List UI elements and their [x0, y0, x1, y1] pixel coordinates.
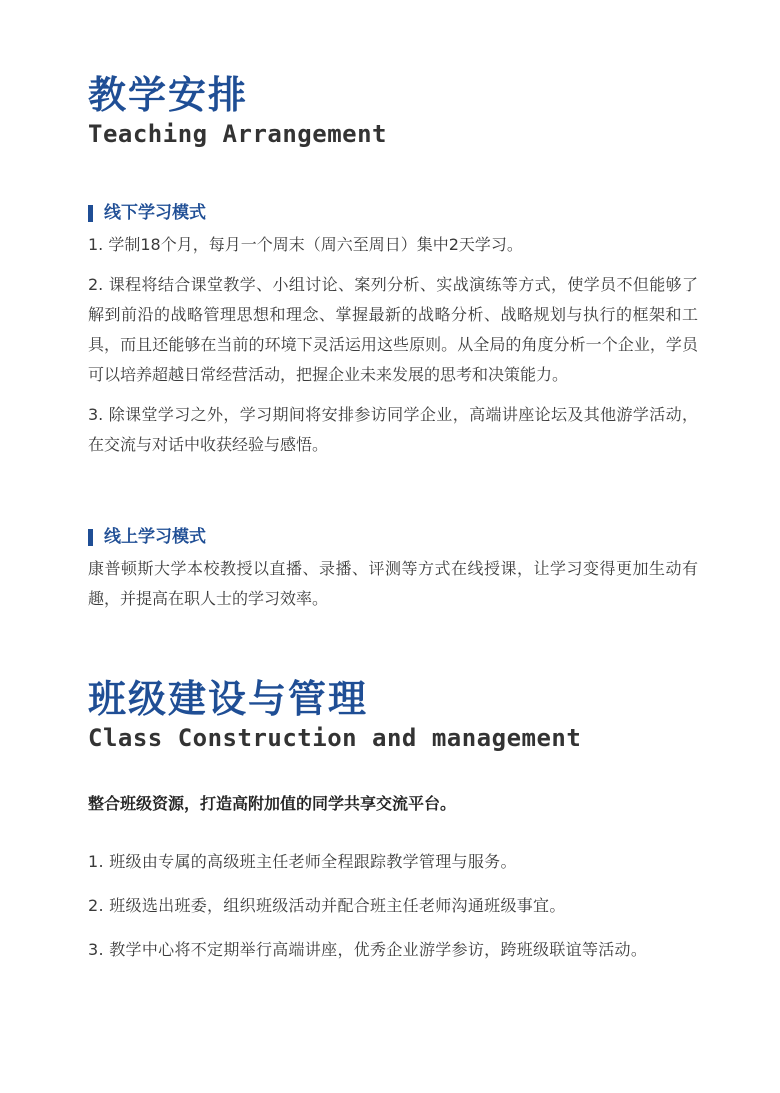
teaching-title-en: Teaching Arrangement [88, 120, 387, 148]
class-body [88, 790, 698, 972]
class-section [88, 676, 698, 754]
heading-bar-icon [88, 529, 93, 546]
offline-heading [88, 200, 698, 226]
offline-item-1: 1. 学制18个月，每月一个周末（周六至周日）集中2天学习。 [88, 235, 523, 254]
offline-items [88, 230, 698, 460]
online-text: 康普顿斯大学本校教授以直播、录播、评测等方式在线授课，让学习变得更加生动有趣，并提高在职人士的学习效率。 [88, 559, 698, 608]
class-item-3: 3. 教学中心将不定期举行高端讲座，优秀企业游学参访，跨班级联谊等活动。 [88, 940, 648, 959]
teaching-section [88, 72, 698, 150]
heading-bar-icon [88, 205, 93, 222]
offline-item-3: 3. 除课堂学习之外，学习期间将安排参访同学企业，高端讲座论坛及其他游学活动，在交流与对话中收获经验与感悟。 [88, 405, 698, 454]
class-item-2: 2. 班级选出班委，组织班级活动并配合班主任老师沟通班级事宜。 [88, 896, 566, 915]
class-title-en: Class Construction and management [88, 724, 582, 752]
online-block [88, 524, 698, 614]
class-title-cn: 班级建设与管理 [88, 677, 369, 721]
offline-heading-text: 线下学习模式 [104, 203, 206, 223]
class-item-1: 1. 班级由专属的高级班主任老师全程跟踪教学管理与服务。 [88, 852, 517, 871]
online-heading [88, 524, 698, 550]
offline-block [88, 200, 698, 460]
teaching-title-cn: 教学安排 [88, 73, 249, 117]
class-items [88, 840, 698, 972]
class-lead: 整合班级资源，打造高附加值的同学共享交流平台。 [88, 794, 457, 813]
offline-item-2: 2. 课程将结合课堂教学、小组讨论、案列分析、实战演练等方式，使学员不但能够了解到前沿的战略管理思想和理念、掌握最新的战略分析、战略规划与执行的框架和工具，而且还能够在当前的环境下灵活运用这些原则。从全局的角度分析一个企业，学员可以培养超越日常经营活动，把握企业未来发展的思考和决策能力。 [88, 275, 698, 384]
online-heading-text: 线上学习模式 [104, 527, 206, 547]
